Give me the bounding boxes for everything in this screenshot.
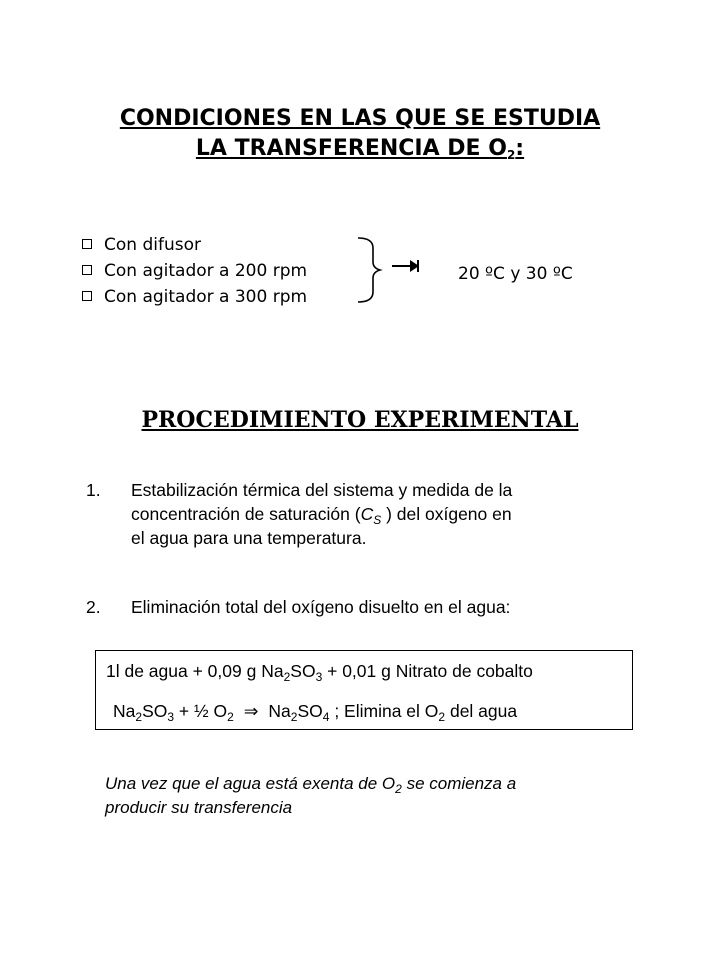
section-title-procedure: PROCEDIMIENTO EXPERIMENTAL [141, 407, 579, 433]
step-1-line-3: el agua para una temperatura. [131, 528, 367, 548]
section-title-line-2: LA TRANSFERENCIA DE $O_2$: [195, 136, 525, 162]
condition-item: Con agitador a 300 rpm [82, 284, 307, 310]
step-2-text: Eliminación total del oxígeno disuelto en el agua: [131, 597, 511, 617]
implies-arrow-icon: ⇒ [243, 701, 259, 721]
condition-item: Con agitador a 200 rpm [82, 258, 307, 284]
section-title-conditions [0, 104, 720, 164]
step-2-number: 2. [86, 597, 101, 617]
checkbox-bullet-icon [82, 265, 92, 275]
reaction-box [95, 650, 633, 730]
condition-item: Con difusor [82, 232, 307, 258]
reaction-line-1: 1l de agua + 0,09 g $Na_2SO_3 + 0,01$ g Nitrato de cobalto [106, 661, 533, 684]
note-line-2: producir su transferencia [105, 798, 293, 817]
checkbox-bullet-icon [82, 239, 92, 249]
step-1-text [131, 478, 651, 550]
checkbox-bullet-icon [82, 291, 92, 301]
reaction-line-2: $Na_2SO_3$ + ½ $O_2$ ⇒ $Na_2SO_4$ ; Elimina el $O_2$ del agua [113, 701, 518, 724]
right-arrow-icon [392, 258, 422, 274]
section-title-line-1: CONDICIONES EN LAS QUE SE ESTUDIA [119, 106, 601, 131]
step-1-line-1: Estabilización térmica del sistema y medida de la [131, 480, 513, 500]
temperatures-label: 20 ºC y 30 ºC [458, 264, 573, 284]
note-text [105, 772, 645, 820]
step-1-line-2: concentración de saturación ($C_S$ ) del oxígeno en [131, 504, 512, 527]
conditions-list [82, 232, 307, 310]
step-1-number: 1. [86, 480, 101, 500]
note-line-1: Una vez que el agua está exenta de $O_2$ se comienza a [105, 774, 517, 796]
